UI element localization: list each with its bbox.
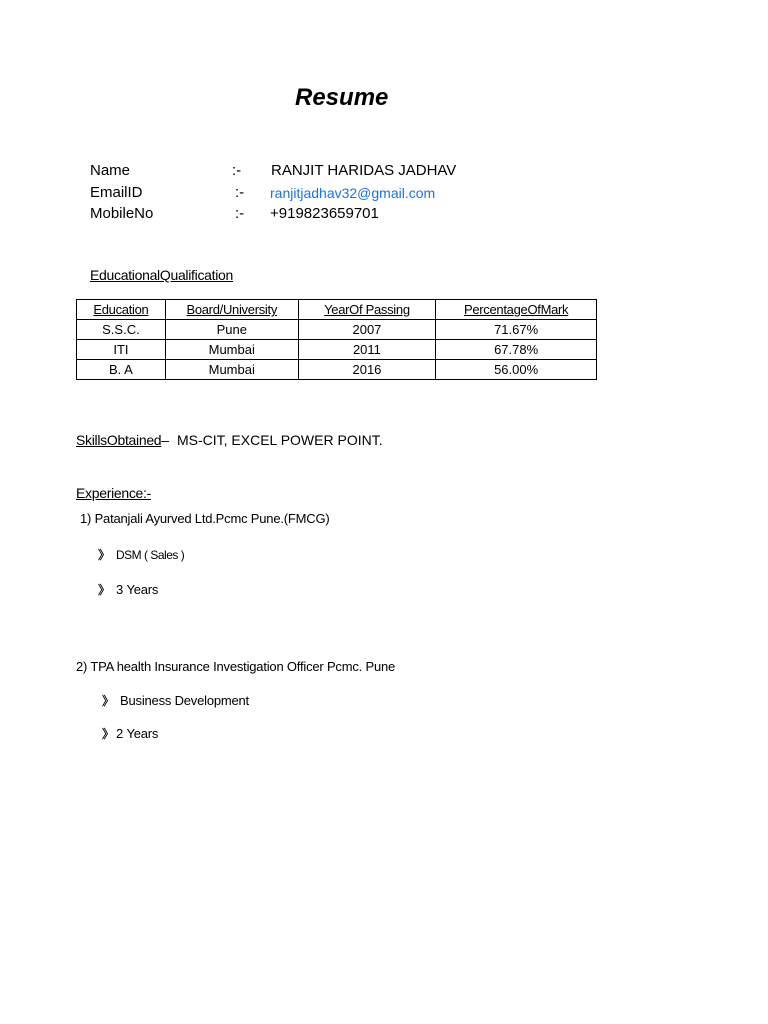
- email-label: EmailID: [90, 184, 143, 201]
- job-detail-text: Business Development: [120, 693, 249, 708]
- bullet-icon: 》: [102, 727, 115, 741]
- bullet-icon: 》: [98, 583, 111, 597]
- table-cell: 71.67%: [436, 320, 597, 340]
- page-title: Resume: [295, 84, 389, 111]
- job-detail-text: 2 Years: [116, 726, 159, 741]
- table-cell: S.S.C.: [77, 320, 166, 340]
- table-row: [77, 340, 597, 360]
- email-link[interactable]: ranjitjadhav32@gmail.com: [270, 185, 436, 201]
- table-header-cell: YearOf Passing: [298, 300, 436, 320]
- skills-value: MS-CIT, EXCEL POWER POINT.: [176, 432, 383, 448]
- skills-line: [76, 432, 383, 448]
- table-row: [77, 320, 597, 340]
- job-detail-item: [98, 581, 158, 599]
- table-row: [77, 360, 597, 380]
- table-cell: 2011: [298, 340, 436, 360]
- table-header-cell: PercentageOfMark: [436, 300, 597, 320]
- job-detail-item: [98, 546, 184, 564]
- education-table: [76, 299, 597, 380]
- table-cell: Mumbai: [165, 360, 298, 380]
- skills-heading: SkillsObtained: [76, 432, 162, 448]
- mobile-value: +919823659701: [270, 205, 379, 222]
- table-header-cell: Board/University: [165, 300, 298, 320]
- mobile-separator: :-: [235, 205, 245, 222]
- name-separator: :-: [232, 162, 242, 179]
- table-cell: ITI: [77, 340, 166, 360]
- job-detail-item: [102, 692, 249, 710]
- bullet-icon: 》: [102, 694, 115, 708]
- name-value: RANJIT HARIDAS JADHAV: [271, 162, 457, 179]
- table-cell: 67.78%: [436, 340, 597, 360]
- table-cell: Mumbai: [165, 340, 298, 360]
- mobile-label: MobileNo: [90, 205, 154, 222]
- job-detail-text: DSM ( Sales ): [116, 548, 185, 562]
- job-title: 2) TPA health Insurance Investigation Officer Pcmc. Pune: [76, 659, 396, 674]
- table-cell: B. A: [77, 360, 166, 380]
- table-cell: 2016: [298, 360, 436, 380]
- job-title: 1) Patanjali Ayurved Ltd.Pcmc Pune.(FMCG): [80, 511, 330, 526]
- email-separator: :-: [235, 184, 245, 201]
- table-cell: 56.00%: [436, 360, 597, 380]
- skills-dash: –: [161, 432, 170, 448]
- bullet-icon: 》: [98, 548, 111, 562]
- table-header-row: [77, 300, 597, 320]
- job-detail-item: [102, 725, 158, 743]
- education-heading: EducationalQualification: [90, 267, 234, 283]
- table-cell: 2007: [298, 320, 436, 340]
- experience-heading: Experience:-: [76, 485, 151, 501]
- table-cell: Pune: [165, 320, 298, 340]
- job-detail-text: 3 Years: [116, 582, 159, 597]
- table-header-cell: Education: [77, 300, 166, 320]
- name-label: Name: [90, 162, 131, 179]
